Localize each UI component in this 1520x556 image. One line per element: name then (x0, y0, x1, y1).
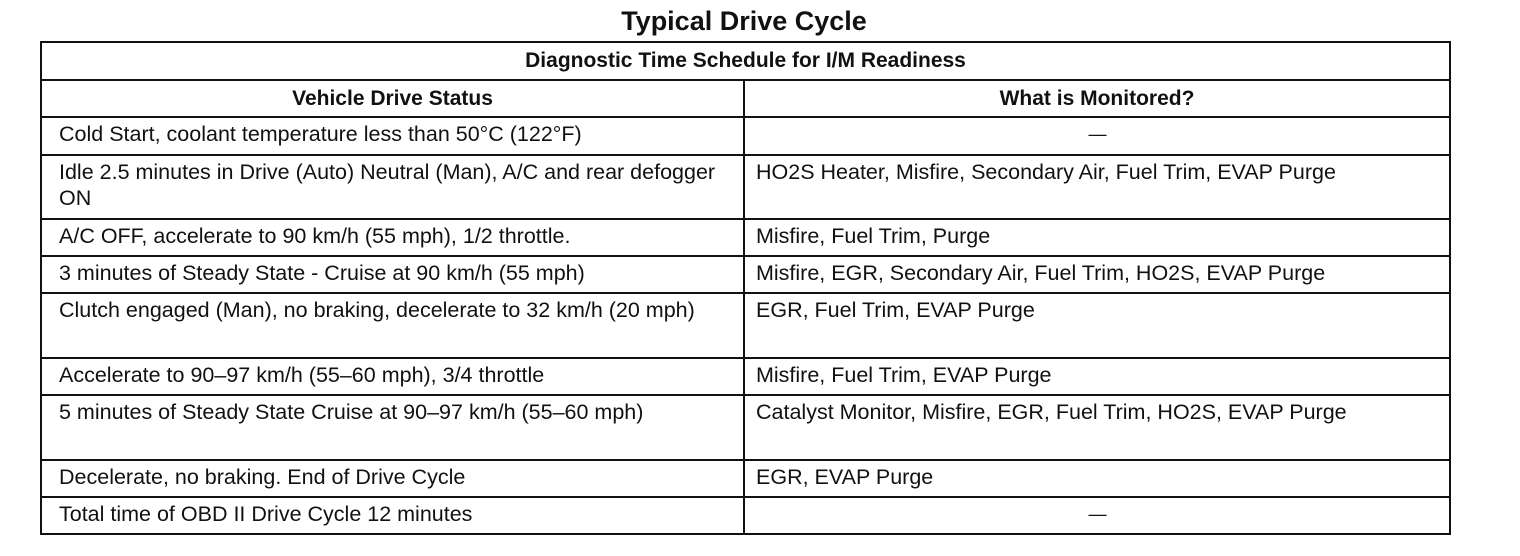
drive-status-cell: Total time of OBD II Drive Cycle 12 minutes (41, 497, 744, 534)
monitored-cell: HO2S Heater, Misfire, Secondary Air, Fuel Trim, EVAP Purge (744, 155, 1450, 219)
table-row (41, 358, 1450, 395)
column-header-vehicle-drive-status: Vehicle Drive Status (41, 80, 744, 117)
page-title: Typical Drive Cycle (621, 6, 867, 36)
monitored-cell: — (744, 117, 1450, 155)
table-caption: Diagnostic Time Schedule for I/M Readiness (41, 42, 1450, 80)
drive-status-cell: Cold Start, coolant temperature less than 50°C (122°F) (41, 117, 744, 155)
monitored-cell: — (744, 497, 1450, 534)
drive-status-cell: 3 minutes of Steady State - Cruise at 90 km/h (55 mph) (41, 256, 744, 293)
table-row (41, 395, 1450, 460)
monitored-cell: Misfire, EGR, Secondary Air, Fuel Trim, HO2S, EVAP Purge (744, 256, 1450, 293)
monitored-cell: EGR, EVAP Purge (744, 460, 1450, 497)
drive-status-cell: Clutch engaged (Man), no braking, decelerate to 32 km/h (20 mph) (41, 293, 744, 358)
monitored-cell: EGR, Fuel Trim, EVAP Purge (744, 293, 1450, 358)
monitored-cell: Catalyst Monitor, Misfire, EGR, Fuel Trim, HO2S, EVAP Purge (744, 395, 1450, 460)
table-row (41, 293, 1450, 358)
table-row (41, 256, 1450, 293)
drive-status-cell: Accelerate to 90–97 km/h (55–60 mph), 3/4 throttle (41, 358, 744, 395)
table-header-row (41, 80, 1450, 117)
monitored-cell: Misfire, Fuel Trim, EVAP Purge (744, 358, 1450, 395)
drive-status-cell: 5 minutes of Steady State Cruise at 90–97 km/h (55–60 mph) (41, 395, 744, 460)
table-row (41, 117, 1450, 155)
drive-status-cell: A/C OFF, accelerate to 90 km/h (55 mph), 1/2 throttle. (41, 219, 744, 256)
table-row (41, 219, 1450, 256)
table-caption-row (41, 42, 1450, 80)
drive-status-cell: Idle 2.5 minutes in Drive (Auto) Neutral (Man), A/C and rear defogger ON (41, 155, 744, 219)
column-header-what-is-monitored: What is Monitored? (744, 80, 1450, 117)
table-row (41, 155, 1450, 219)
table-row (41, 497, 1450, 534)
monitored-cell: Misfire, Fuel Trim, Purge (744, 219, 1450, 256)
drive-status-cell: Decelerate, no braking. End of Drive Cycle (41, 460, 744, 497)
drive-cycle-table (40, 41, 1451, 535)
table-row (41, 460, 1450, 497)
